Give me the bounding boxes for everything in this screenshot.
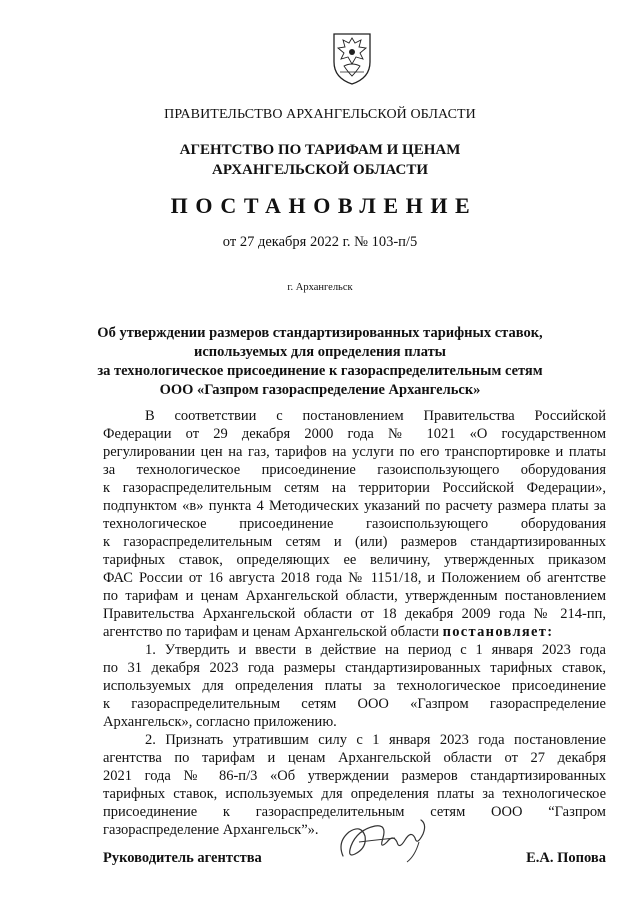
text-line: 1. Утвердить и ввести в действие на период с 1 января 2023 года <box>145 642 606 658</box>
text-line: 2021 года № 86-п/3 «Об утверждении размеров стандартизированных <box>103 768 606 784</box>
text-line: технологическое присоединение газоиспользующего оборудования <box>103 516 606 532</box>
preamble-paragraph <box>103 407 606 641</box>
text-line: к газораспределительным сетям и (или) размеров стандартизированных <box>103 534 606 550</box>
text-line: тарифных ставок, используемых для определения платы за технологическое <box>103 786 606 802</box>
text-line: ФАС России от 16 августа 2018 года № 1151/18, и Положением об агентстве <box>103 570 606 586</box>
text-line: к газораспределительным сетям на территории Российской Федерации», <box>103 480 606 496</box>
document-body <box>103 407 606 839</box>
text-line: Федерации от 29 декабря 2000 года № 1021 «О государственном <box>103 426 606 442</box>
text-line: по тарифам и ценам Архангельской области, утвержденным постановлением <box>103 588 606 604</box>
text-line: присоединение к газораспределительным сетям ООО “Газпром <box>103 804 606 820</box>
signature-block <box>103 850 606 870</box>
document-subject <box>0 324 640 400</box>
item-1 <box>103 641 606 731</box>
text-line: Правительства Архангельской области от 18 декабря 2009 года № 214-пп, <box>103 606 606 622</box>
text-line <box>103 623 606 641</box>
city: г. Архангельск <box>287 282 353 293</box>
text-line: агентства по тарифам и ценам Архангельской области от 27 декабря <box>103 750 606 766</box>
text-line: Архангельск», согласно приложению. <box>103 714 337 730</box>
agency-name-line: АГЕНТСТВО ПО ТАРИФАМ И ЦЕНАМ <box>179 142 461 158</box>
subject-line: за технологическое присоединение к газораспределительным сетям <box>97 363 543 379</box>
subject-line: Об утверждении размеров стандартизированных тарифных ставок, <box>97 325 543 341</box>
agency-name <box>0 140 640 180</box>
document-type: ПОСТАНОВЛЕНИЕ <box>170 193 478 218</box>
text-line: подпунктом «в» пункта 4 Методических указаний по расчету размера платы за <box>103 498 606 514</box>
text-line: используемых для определения платы за технологическое присоединение <box>103 678 606 694</box>
text-line: 2. Признать утратившим силу с 1 января 2023 года постановление <box>145 732 606 748</box>
agency-name-line: АРХАНГЕЛЬСКОЙ ОБЛАСТИ <box>212 162 428 178</box>
text-line: газораспределение Архангельск”». <box>103 822 319 838</box>
resolve-word: постановляет: <box>442 624 554 640</box>
subject-line: ООО «Газпром газораспределение Архангельск» <box>159 382 481 398</box>
coat-of-arms-icon <box>330 28 374 86</box>
signatory-name: Е.А. Попова <box>526 850 606 866</box>
text-line: тарифных ставок, определяющих ее величину, утвержденных приказом <box>103 552 606 568</box>
text-line: регулировании цен на газ, тарифов на услуги по его транспортировке и платы <box>103 444 606 460</box>
text-line: к газораспределительным сетям ООО «Газпром газораспределение <box>103 696 606 712</box>
government-name: ПРАВИТЕЛЬСТВО АРХАНГЕЛЬСКОЙ ОБЛАСТИ <box>164 107 476 122</box>
date-and-number: от 27 декабря 2022 г. № 103-п/5 <box>222 234 418 250</box>
signatory-position: Руководитель агентства <box>103 850 262 866</box>
text-fragment: агентство по тарифам и ценам Архангельской области <box>103 624 443 640</box>
text-line: за технологическое присоединение газоиспользующего оборудования <box>103 462 606 478</box>
text-line: В соответствии с постановлением Правительства Российской <box>145 408 606 424</box>
subject-line: используемых для определения платы <box>193 344 447 360</box>
text-line: по 31 декабря 2023 года размеры стандартизированных тарифных ставок, <box>103 660 606 676</box>
